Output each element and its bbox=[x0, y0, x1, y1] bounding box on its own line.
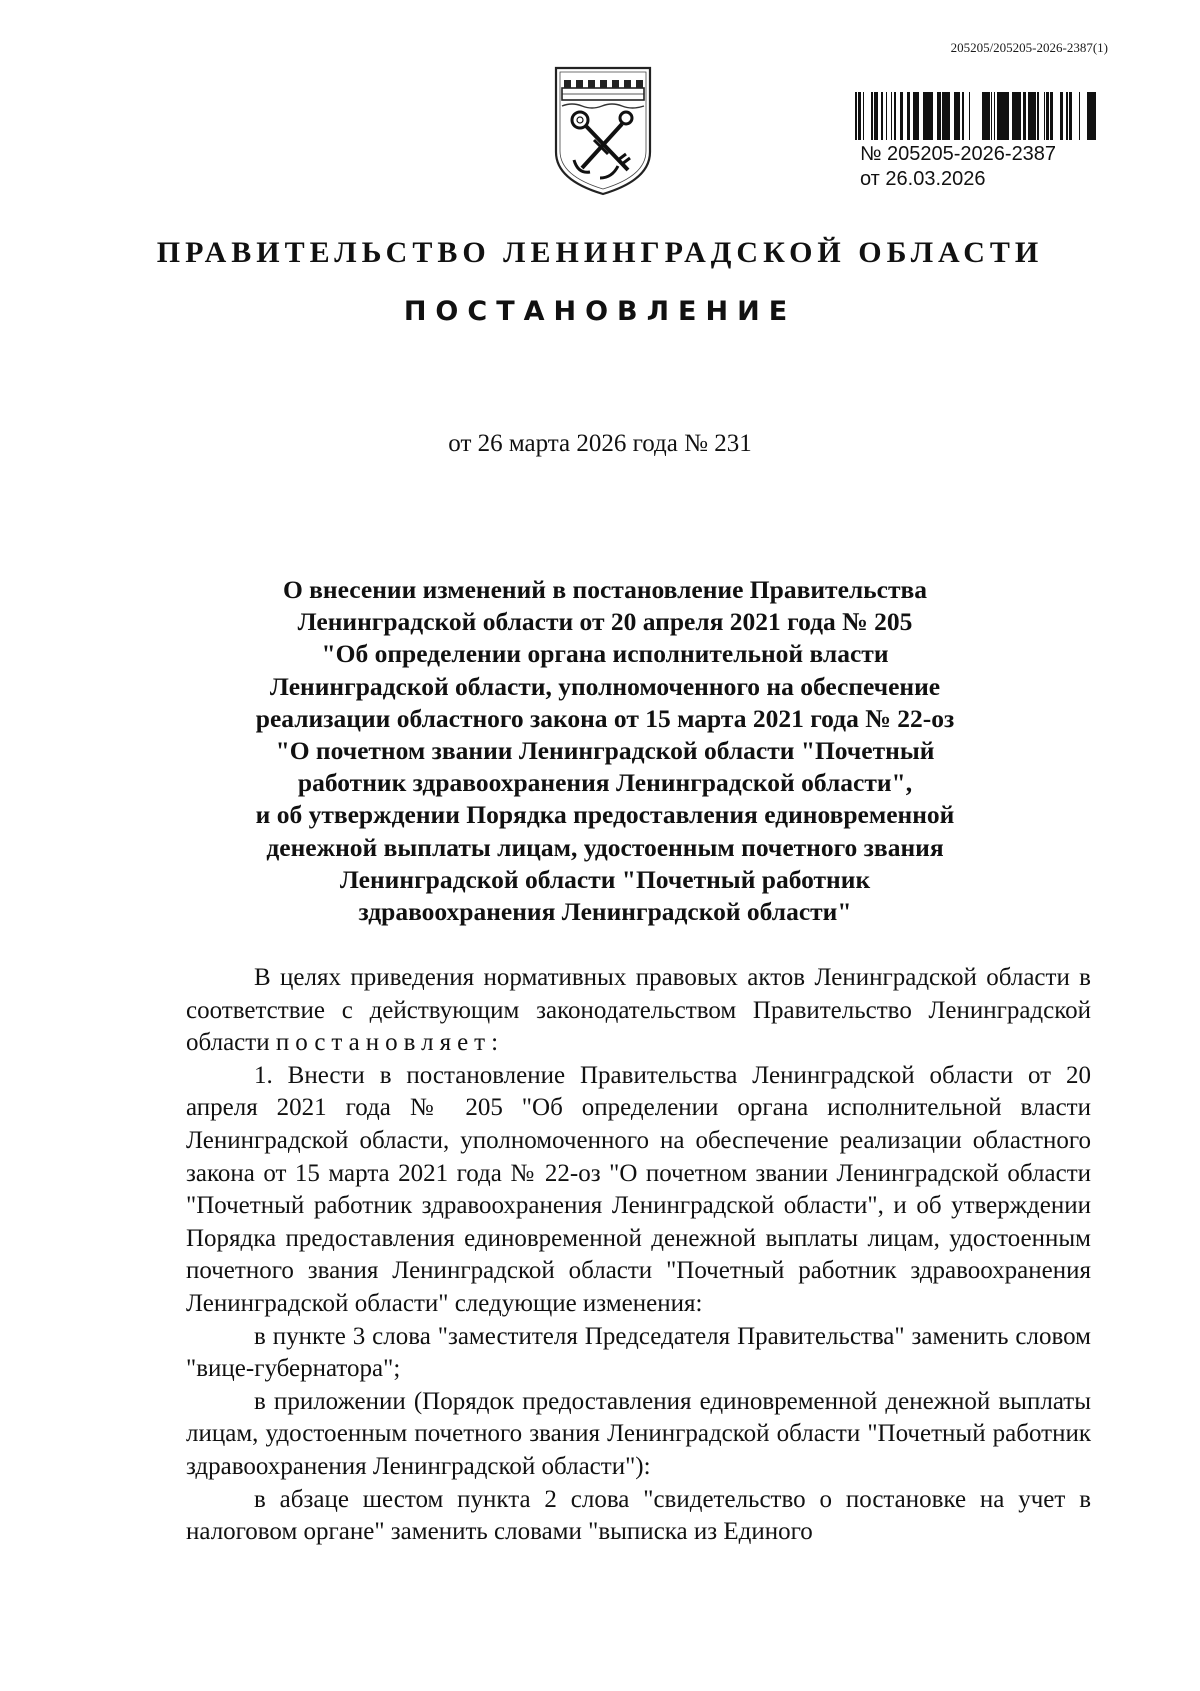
subject-line: реализации областного закона от 15 марта 2021 года № 22-оз bbox=[255, 703, 955, 733]
registration-number: № 205205-2026-2387 bbox=[860, 143, 1057, 165]
barcode-bar bbox=[1037, 92, 1039, 140]
barcode-bar bbox=[1028, 92, 1031, 140]
barcode-bar bbox=[895, 92, 896, 140]
document-type: ПОСТАНОВЛЕНИЕ bbox=[403, 296, 797, 327]
barcode-bar bbox=[959, 92, 960, 140]
document-subject bbox=[190, 574, 1020, 928]
registration-number-block bbox=[860, 142, 1056, 192]
barcode-bar bbox=[1094, 92, 1096, 140]
barcode-bar bbox=[969, 92, 970, 140]
body-paragraph-preamble bbox=[186, 962, 1091, 1060]
subject-line: О внесении изменений в постановление Правительства bbox=[282, 575, 928, 604]
barcode-bar bbox=[894, 92, 895, 140]
barcode-bar bbox=[1004, 92, 1007, 140]
barcode-bar bbox=[1031, 92, 1033, 140]
body-paragraph-2: в пункте 3 слова "заместителя Председателя Правительства" заменить словом "вице-губернатора"; bbox=[186, 1322, 1091, 1383]
barcode-bar bbox=[1012, 92, 1014, 140]
body-paragraph-1: 1. Внести в постановление Правительства Ленинградской области от 20 апреля 2021 года № 205 "Об определении органа исполнительной власти Ленинградской области, уполномоченного на обеспечение реализации областного закона от 15 марта 2021 года № 22-оз "О почетном звании Ленинградской области "Почетный работник здравоохранения Ленинградской области", и об утверждении Порядка предоставления единовременной денежной выплаты лицам, удостоенным почетного звания Ленинградской области "Почетный работник здравоохранения Ленинградской области" следующие изменения: bbox=[186, 1061, 1091, 1317]
barcode-bar bbox=[1033, 92, 1036, 140]
barcode-bar bbox=[874, 92, 877, 140]
barcode-bar bbox=[855, 92, 857, 140]
barcode-bar bbox=[1046, 92, 1049, 140]
body-paragraph-3: в приложении (Порядок предоставления единовременной денежной выплаты лицам, удостоенным почетного звания Ленинградской области "Почетный работник здравоохранения Ленинградской области"): bbox=[186, 1387, 1091, 1480]
document-date-number: от 26 марта 2026 года № 231 bbox=[448, 430, 752, 457]
barcode-bar bbox=[1091, 92, 1094, 140]
barcode-bar bbox=[1007, 92, 1009, 140]
barcode-bar bbox=[924, 92, 927, 140]
barcode-bar bbox=[944, 92, 945, 140]
barcode-bar bbox=[871, 92, 873, 140]
subject-line: Ленинградской области "Почетный работник bbox=[339, 864, 871, 894]
barcode-bar bbox=[1066, 92, 1068, 140]
barcode-bar bbox=[927, 92, 930, 140]
subject-line: здравоохранения Ленинградской области" bbox=[358, 897, 852, 927]
barcode-bar bbox=[945, 92, 947, 140]
barcode-bar bbox=[881, 92, 883, 140]
barcode-bar bbox=[1070, 92, 1072, 140]
barcode-bar bbox=[983, 92, 985, 140]
barcode-bar bbox=[1044, 92, 1045, 140]
barcode-bar bbox=[915, 92, 917, 140]
barcode-bar bbox=[923, 92, 924, 140]
barcode-bar bbox=[1051, 92, 1052, 140]
barcode-bar bbox=[858, 92, 860, 140]
barcode-bar bbox=[942, 92, 944, 140]
barcode-bar bbox=[985, 92, 987, 140]
organization-title: ПРАВИТЕЛЬСТВО ЛЕНИНГРАДСКОЙ ОБЛАСТИ bbox=[156, 236, 1044, 269]
subject-line: "О почетном звании Ленинградской области "Почетный bbox=[275, 736, 935, 766]
subject-line: работник здравоохранения Ленинградской области", bbox=[297, 768, 913, 798]
barcode-bar bbox=[900, 92, 903, 140]
barcode-bar bbox=[1060, 92, 1063, 140]
barcode-bar bbox=[877, 92, 878, 140]
coat-of-arms-icon bbox=[548, 60, 658, 200]
barcode-bar bbox=[997, 92, 999, 140]
barcode-bar bbox=[1050, 92, 1051, 140]
barcode-bar bbox=[1069, 92, 1070, 140]
barcode-bar bbox=[1017, 92, 1019, 140]
barcode-bar bbox=[987, 92, 990, 140]
barcode-bar bbox=[982, 92, 983, 140]
barcode-bar bbox=[1014, 92, 1017, 140]
registration-date: от 26.03.2026 bbox=[860, 168, 986, 190]
subject-line: денежной выплаты лицам, удостоенным почетного звания bbox=[266, 832, 944, 862]
document-body bbox=[186, 962, 1091, 1549]
barcode-bar bbox=[957, 92, 959, 140]
subject-line: и об утверждении Порядка предоставления единовременной bbox=[255, 800, 955, 830]
barcode-bar bbox=[1052, 92, 1053, 140]
barcode-bar bbox=[962, 92, 964, 140]
barcode-bar bbox=[1079, 92, 1080, 140]
barcode-bar bbox=[1023, 92, 1026, 140]
preamble-resolves: постановляет: bbox=[275, 1029, 505, 1057]
subject-line: Ленинградской области, уполномоченного на обеспечение bbox=[269, 671, 941, 701]
barcode-bar bbox=[891, 92, 892, 140]
barcode-bar bbox=[930, 92, 933, 140]
barcode-bar bbox=[947, 92, 949, 140]
barcode-bar bbox=[994, 92, 995, 140]
barcode-bar bbox=[860, 92, 861, 140]
registration-code: 205205/205205-2026-2387(1) bbox=[950, 40, 1108, 55]
barcode-bar bbox=[1019, 92, 1021, 140]
barcode-icon bbox=[855, 92, 1098, 140]
barcode-bar bbox=[913, 92, 915, 140]
barcode-bar bbox=[917, 92, 919, 140]
barcode-bar bbox=[999, 92, 1001, 140]
barcode-bar bbox=[907, 92, 910, 140]
subject-line: Ленинградской области от 20 апреля 2021 года № 205 bbox=[297, 607, 913, 637]
barcode-bar bbox=[863, 92, 864, 140]
barcode-bar bbox=[1002, 92, 1004, 140]
barcode-bar bbox=[949, 92, 950, 140]
barcode-bar bbox=[937, 92, 940, 140]
barcode-bar bbox=[1090, 92, 1091, 140]
barcode-bar bbox=[886, 92, 887, 140]
body-paragraph-4: в абзаце шестом пункта 2 слова "свидетельство о постановке на учет в налоговом органе" заменить словами "выписка из Единого bbox=[186, 1485, 1091, 1546]
barcode-bar bbox=[1001, 92, 1002, 140]
barcode-bar bbox=[940, 92, 941, 140]
barcode-bar bbox=[954, 92, 957, 140]
subject-line: "Об определении органа исполнительной власти bbox=[321, 639, 889, 669]
barcode-bar bbox=[1087, 92, 1090, 140]
preamble-text: В целях приведения нормативных правовых актов Ленинградской области в соответствие с действующим законодательством Правительство Ленинградской области bbox=[186, 964, 1091, 1057]
barcode-bar bbox=[991, 92, 992, 140]
